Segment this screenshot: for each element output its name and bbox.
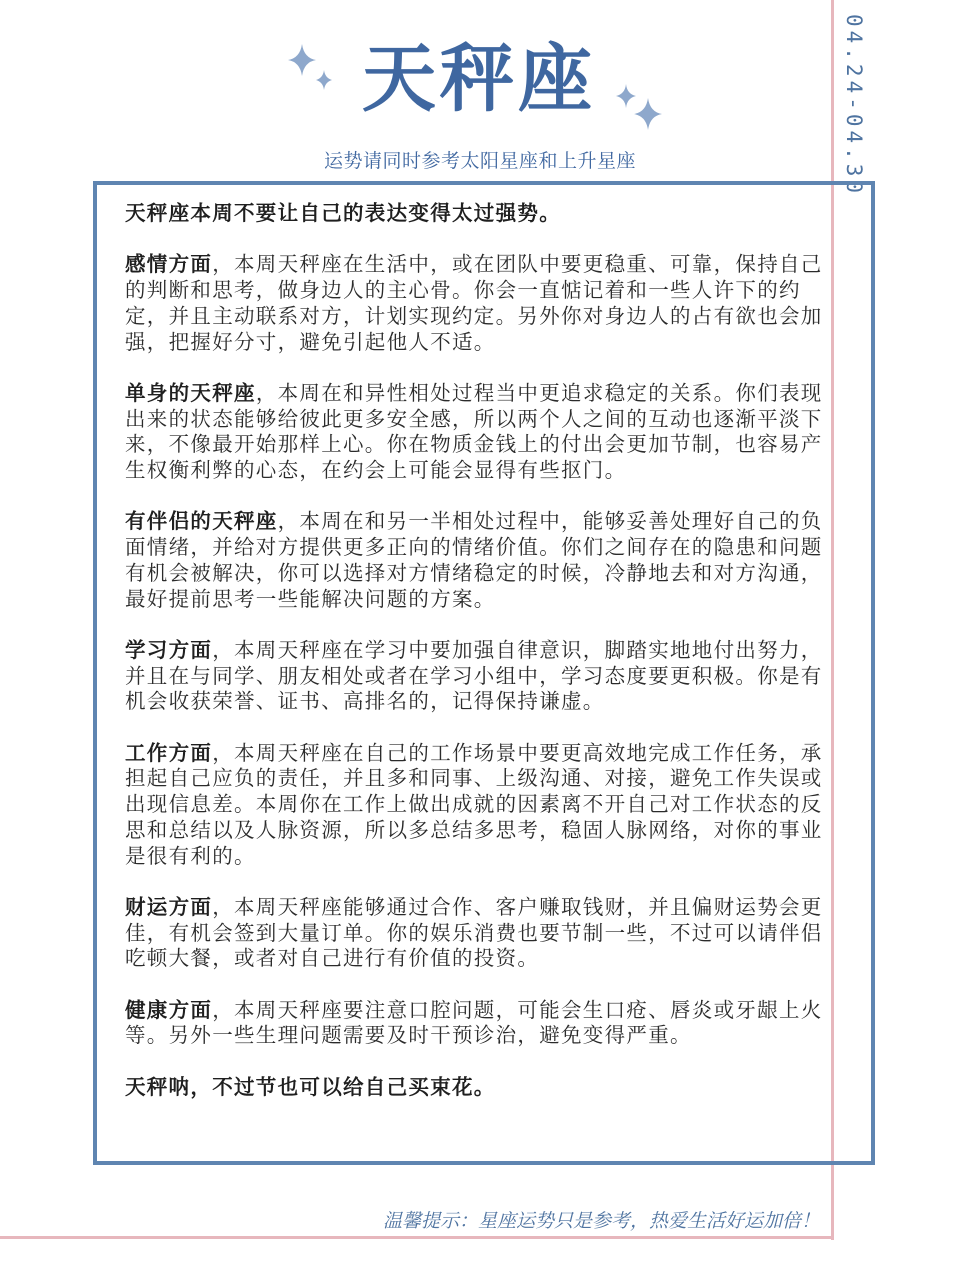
- closing-text: 天秤呐，不过节也可以给自己买束花。: [125, 1074, 496, 1099]
- page-title: 天秤座: [362, 36, 596, 122]
- section-single: [125, 381, 825, 484]
- section-text: ，本周天秤座在生活中，或在团队中要更稳重、可靠，保持自己的判断和思考，做身边人的主心骨。你会一直惦记着和一些人许下的约定，并且主动联系对方，计划实现约定。另外你对身边人的占有欲也会加强，把握好分寸，避免引起他人不适。: [125, 252, 823, 354]
- section-heading: 工作方面: [125, 740, 213, 765]
- sparkle-icon: [284, 42, 340, 98]
- closing-paragraph: [125, 1075, 825, 1101]
- section-text: ，本周天秤座在学习中要加强自律意识，脚踏实地地付出努力，并且在与同学、朋友相处或者在学习小组中，学习态度要更积极。你是有机会收获荣誉、证书、高排名的，记得保持谦虚。: [125, 637, 823, 714]
- footer-tip: 温馨提示：星座运势只是参考，热爱生活好运加倍！: [382, 1210, 820, 1232]
- section-text: ，本周在和异性相处过程当中更追求稳定的关系。你们表现出来的状态能够给彼此更多安全感，所以两个人之间的互动也逐渐平淡下来，不像最开始那样上心。你在物质金钱上的付出会更加节制，也容易产生权衡利弊的心态，在约会上可能会显得有些抠门。: [125, 380, 823, 482]
- sparkle-icon: [612, 82, 668, 138]
- horoscope-content: [125, 201, 825, 1126]
- section-love: [125, 252, 825, 355]
- section-work: [125, 741, 825, 870]
- section-text: ，本周天秤座要注意口腔问题，可能会生口疮、唇炎或牙龈上火等。另外一些生理问题需要及时干预诊治，避免变得严重。: [125, 997, 823, 1048]
- section-partnered: [125, 509, 825, 612]
- decorative-horizontal-line: [0, 1236, 834, 1239]
- section-heading: 感情方面: [125, 252, 213, 277]
- section-heading: 财运方面: [125, 894, 213, 919]
- section-text: ，本周天秤座能够通过合作、客户赚取钱财，并且偏财运势会更佳，有机会签到大量订单。你的娱乐消费也要节制一些，不过可以请伴侣吃顿大餐，或者对自己进行有价值的投资。: [125, 894, 823, 971]
- section-text: ，本周天秤座在自己的工作场景中要更高效地完成工作任务，承担起自己应负的责任，并且多和同事、上级沟通、对接，避免工作失误或出现信息差。本周你在工作上做出成就的因素离不开自己对工作状态的反思和总结以及人脉资源，所以多总结多思考，稳固人脉网络，对你的事业是很有利的。: [125, 740, 823, 868]
- subtitle: 运势请同时参考太阳星座和上升星座: [323, 150, 636, 172]
- section-study: [125, 638, 825, 715]
- section-heading: 有伴侣的天秤座: [125, 509, 278, 534]
- date-range: 04.24-04.30: [842, 14, 866, 198]
- section-heading: 学习方面: [125, 637, 213, 662]
- intro-text: 天秤座本周不要让自己的表达变得太过强势。: [125, 201, 561, 225]
- content-box: [93, 181, 875, 1165]
- section-heading: 单身的天秤座: [125, 380, 256, 405]
- intro-paragraph: [125, 201, 825, 227]
- section-text: ，本周在和另一半相处过程中，能够妥善处理好自己的负面情绪，并给对方提供更多正向的情绪价值。你们之间存在的隐患和问题有机会被解决，你可以选择对方情绪稳定的时候，冷静地去和对方沟通，最好提前思考一些能解决问题的方案。: [125, 509, 823, 611]
- section-health: [125, 998, 825, 1049]
- section-wealth: [125, 895, 825, 972]
- section-heading: 健康方面: [125, 997, 213, 1022]
